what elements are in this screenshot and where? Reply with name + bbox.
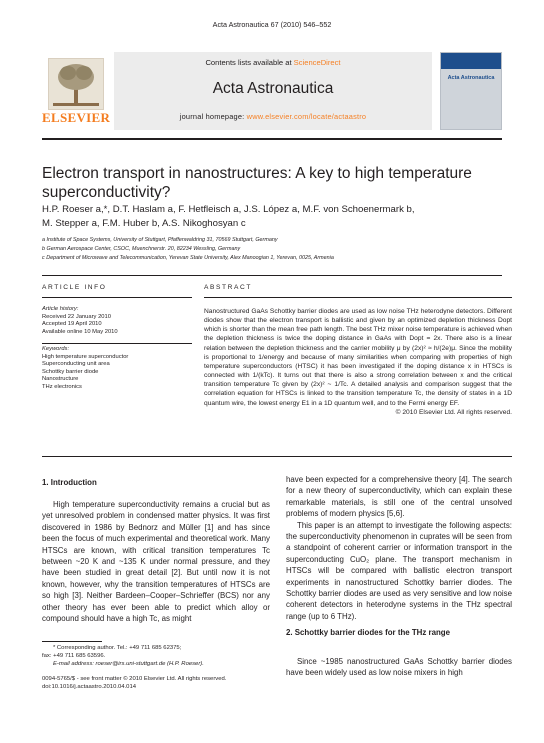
publisher-name: ELSEVIER xyxy=(42,110,111,125)
copyright-footer xyxy=(42,675,270,691)
history-accepted: Accepted 19 April 2010 xyxy=(42,321,102,327)
issn-line: 0094-5765/$ - see front matter © 2010 Elsevier Ltd. All rights reserved. xyxy=(42,676,227,682)
masthead-rule xyxy=(42,138,502,140)
keyword: High temperature superconductor xyxy=(42,353,129,360)
authors-line-2: M. Stepper a, F.M. Huber b, A.S. Nikoghosyan c xyxy=(42,218,246,229)
intro-paragraph-1: High temperature superconductivity remains a crucial but as yet unresolved problem in condensed matter physics. It was first discovered in 1986 by Bednorz and Müller [1] and has since been the focus of much experimental and theoretical work. Many HTSCs are known, with critical transition temperatures Tc between ~20 K and ~135 K under normal pressure, and they have been studied in great detail [2]. But until now it is not known, however, why the transition temperatures of HTSCs are so high [3]. Neither Bardeen–Cooper–Schrieffer (BCS) nor any other theory has ever been able to predict which alloy or compound should have a high Tc, as might xyxy=(42,500,270,624)
abstract-rule xyxy=(204,297,512,298)
keyword: Nanostructure xyxy=(42,376,79,382)
history-online: Available online 10 May 2010 xyxy=(42,328,118,335)
footnote-rule xyxy=(42,641,102,642)
elsevier-logo xyxy=(42,58,111,125)
journal-citation: Acta Astronautica 67 (2010) 546–552 xyxy=(212,20,332,29)
abstract-bottom-rule xyxy=(42,456,512,457)
affiliation-c: c Department of Microwave and Telecommunication, Yerevan State University, Alex Manoogian 1, Yerevan, 0025, Armenia xyxy=(42,255,334,262)
authors-line-1: H.P. Roeser a,*, D.T. Haslam a, F. Hetfleisch a, J.S. López a, M.F. von Schoenermark b, xyxy=(42,204,415,215)
homepage-link[interactable]: www.elsevier.com/locate/actaastro xyxy=(246,112,367,121)
keyword: THz electronics xyxy=(42,383,82,390)
cover-title: Acta Astronautica xyxy=(447,75,495,81)
footnotes xyxy=(42,644,270,668)
fax-number: fax: +49 711 685 63596. xyxy=(42,653,106,659)
journal-title: Acta Astronautica xyxy=(212,80,334,97)
affiliation-a: a Institute of Space Systems, University of Stuttgart, Pfaffenwaldring 31, 70569 Stuttgart, Germany xyxy=(42,237,278,243)
history-received: Received 22 January 2010 xyxy=(42,313,111,320)
section-1-heading: 1. Introduction xyxy=(42,478,97,487)
article-title: Electron transport in nanostructures: A key to high temperature superconductivity? xyxy=(42,165,472,201)
abstract-text: Nanostructured GaAs Schottky barrier diodes are used as low noise THz heterodyne detectors. Different diodes show that the electron transport is ballistic and given by an optimized depletion thickness Dopt which is shorter than the mean free path length. The best THz mixer noise temperature is achieved when the depletion thickness is twice the doping distance in GaAs with Dopt = 2x. There also is a linear relation between the depletion thickness and the carrier mobility μ by (2x)² ≈ h/(2e)μ. Since the mobility is proportional to 1/energy and because of many similarities when comparing with properties of high temperature superconductors (HTSC) it has been investigated if the doping distance x in HTSCs is connected with 1/(kTc). It turns out that there is also a strong correlation between x and the critical transition temperature Tc given by (2x)² ~ 1/Tc. A detailed analysis and comparison suggest that the correlation equation for HTSCs is linked to the transition temperature Tc, the density of states in a 1D quantum wire, the lowest energy E1 in a 1D quantum well, and to the Fermi energy EF. xyxy=(204,308,512,407)
journal-homepage: journal homepage: www.elsevier.com/locate/actaastro xyxy=(179,112,367,121)
header-divider xyxy=(42,275,502,276)
abstract-copyright: © 2010 Elsevier Ltd. All rights reserved. xyxy=(395,408,512,416)
intro-paragraph-2: This paper is an attempt to investigate the following aspects: the superconductivity phenomenon in cuprates will be seen from a standpoint of coherent carrier or information transport in the superconducting CuO₂ plane. The transport mechanism in HTSCs will be compared with ballistic electron transport experiments in nanostructured Schottky barrier diodes. The Schottky barrier diodes are used as very sensitive and low noise coherent detectors in heterodyne systems in the THz spectral range (up to 6 THz). xyxy=(286,520,512,621)
sciencedirect-link[interactable]: ScienceDirect xyxy=(293,58,341,67)
article-info-heading: ARTICLE INFO xyxy=(42,284,107,291)
author-list xyxy=(42,203,512,231)
corresponding-author: * Corresponding author. Tel.: +49 711 685 62375; xyxy=(53,645,182,651)
journal-masthead xyxy=(42,52,502,130)
keywords xyxy=(42,346,192,391)
contents-line: Contents lists available at ScienceDirect xyxy=(205,58,341,67)
abstract-heading: ABSTRACT xyxy=(204,284,252,291)
section-2-paragraph-1: Since ~1985 nanostructured GaAs Schottky barrier diodes have been widely used as low noise mixers in high xyxy=(286,657,512,678)
intro-paragraph-1-continued: have been expected for a comprehensive theory [4]. The search for a new theory of superconductivity, which can explain these remarkable materials, is still one of the central unsolved problems of modern physics [5,6]. xyxy=(286,475,512,519)
keywords-rule xyxy=(42,343,192,344)
cover-header-band xyxy=(441,53,501,69)
affiliation-b: b German Aerospace Center, CSOC, Muenchnerstr. 20, 82234 Wessling, Germany xyxy=(42,246,241,253)
body-column-left xyxy=(42,499,270,624)
body-column-right xyxy=(286,474,512,622)
section-2-body xyxy=(286,656,512,679)
keyword: Superconducting unit area xyxy=(42,361,110,367)
article-history xyxy=(42,306,192,336)
journal-cover-thumbnail xyxy=(440,52,502,130)
keyword: Schottky barrier diode xyxy=(42,368,99,375)
abstract xyxy=(204,307,512,417)
journal-banner xyxy=(114,52,432,130)
history-label: Article history: xyxy=(42,306,79,312)
email-address: E-mail address: roeser@irs.uni-stuttgart.de (H.P. Roeser). xyxy=(53,661,204,667)
affiliations xyxy=(42,236,512,264)
elsevier-tree-icon xyxy=(48,58,104,110)
section-2-heading: 2. Schottky barrier diodes for the THz range xyxy=(286,628,450,637)
doi-line: doi:10.1016/j.actaastro.2010.04.014 xyxy=(42,684,136,690)
keywords-label: Keywords: xyxy=(42,346,70,352)
article-info-rule xyxy=(42,297,192,298)
